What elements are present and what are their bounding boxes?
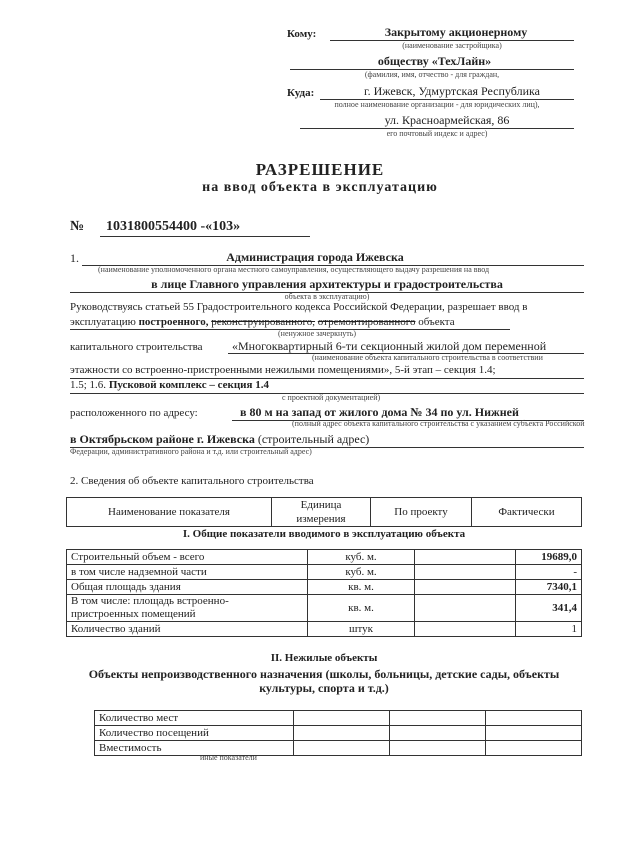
row-unit	[294, 726, 390, 741]
capital-label: капитального строительства	[70, 341, 203, 353]
row-name-line1: В том числе: площадь встроенно-	[71, 595, 229, 607]
part1-title: I. Общие показатели вводимого в эксплуатацию объекта	[182, 528, 466, 540]
header-indicator: Наименование показателя	[67, 498, 272, 527]
object-caption: (наименование объекта капитального строительства в соответствии	[312, 353, 543, 362]
object-name3-sections: 1.5; 1.6.	[70, 379, 107, 391]
object-name3	[70, 379, 269, 391]
non-residential-table	[94, 710, 582, 756]
row-actual: 19689,0	[516, 550, 582, 565]
number-rule	[100, 236, 310, 237]
kuda-label: Куда:	[287, 87, 315, 99]
header-unit: Единица измерения	[272, 498, 371, 527]
row-unit: кв. м.	[308, 595, 415, 622]
part2-title: II. Нежилые объекты	[270, 652, 378, 664]
row-name: Количество зданий	[67, 622, 308, 637]
row-name: Количество мест	[95, 711, 294, 726]
strike-caption: (ненужное зачеркнуть)	[278, 329, 357, 338]
header-actual: Фактически	[472, 498, 582, 527]
row-unit	[294, 741, 390, 756]
table-row	[95, 741, 582, 756]
start-complex: Пусковой комплекс – секция 1.4	[108, 379, 269, 391]
row-actual: 7340,1	[516, 580, 582, 595]
row-name: Строительный объем - всего	[67, 550, 308, 565]
row-project	[390, 726, 486, 741]
header-project: По проекту	[371, 498, 472, 527]
addressee-line3: г. Ижевск, Удмуртская Республика	[364, 84, 540, 98]
row-project	[390, 711, 486, 726]
repaired-option: отремонтированного	[317, 316, 416, 328]
table-row	[67, 580, 582, 595]
row-name: Вместимость	[95, 741, 294, 756]
row-name: Общая площадь здания	[67, 580, 308, 595]
table-row	[67, 622, 582, 637]
address-line2	[70, 432, 369, 447]
table-row	[67, 550, 582, 565]
row-project	[390, 741, 486, 756]
row-name	[67, 595, 308, 622]
row-actual: 1	[516, 622, 582, 637]
district: в Октябрьском районе г. Ижевска	[70, 432, 255, 446]
row-project	[415, 580, 516, 595]
table-row	[95, 711, 582, 726]
exploit-label: эксплуатацию	[70, 316, 136, 328]
row-project	[415, 565, 516, 580]
section1-number: 1.	[70, 251, 79, 265]
object-name: «Многоквартирный 6-ти секционный жилой дом переменной	[232, 339, 547, 353]
object-word: объекта	[418, 316, 455, 328]
reconstructed-option: реконструированного,	[211, 316, 316, 328]
addressee-caption2: (фамилия, имя, отчество - для граждан,	[364, 70, 500, 79]
addressee-caption4: его почтовый индекс и адрес)	[386, 129, 488, 138]
object-name2: этажности со встроенно-пристроенными нежилыми помещениями», 5-й этап – секция 1.4;	[70, 364, 496, 376]
row-unit: куб. м.	[308, 550, 415, 565]
row-actual: 341,4	[516, 595, 582, 622]
built-option: построенного,	[138, 316, 209, 328]
section2-title: 2. Сведения об объекте капитального строительства	[70, 475, 314, 487]
addressee-caption3: полное наименование организации - для юридических лиц),	[334, 100, 540, 109]
addressee-line4: ул. Красноармейская, 86	[384, 113, 510, 127]
row-project	[415, 595, 516, 622]
address-caption: (полный адрес объекта капитального строительства с указанием субъекта Российской	[292, 419, 585, 428]
part2-subtitle1: Объекты непроизводственного назначения (школы, больницы, детские сады, объекты	[88, 667, 560, 681]
located-label: расположенного по адресу:	[70, 407, 198, 419]
row-name: в том числе надземной части	[67, 565, 308, 580]
row-unit	[294, 711, 390, 726]
document-title: РАЗРЕШЕНИЕ	[255, 160, 385, 179]
exploitation-line	[70, 316, 455, 328]
table-row	[67, 595, 582, 622]
table-row	[95, 726, 582, 741]
authority-name: Администрация города Ижевска	[226, 250, 404, 264]
table-row	[67, 565, 582, 580]
row-unit: кв. м.	[308, 580, 415, 595]
construction-address-note: (строительный адрес)	[257, 432, 370, 446]
other-indicators-caption: иные показатели	[200, 753, 257, 762]
row-unit: штук	[308, 622, 415, 637]
part2-subtitle2: культуры, спорта и т.д.)	[259, 681, 389, 695]
object-address: в 80 м на запад от жилого дома № 34 по ул. Нижней	[240, 405, 519, 419]
document-subtitle: на ввод объекта в эксплуатацию	[202, 180, 438, 195]
row-name-line2: пристроенных помещений	[71, 608, 196, 620]
address-caption2: Федерации, административного района и т.д. или строительный адрес)	[70, 447, 312, 456]
row-project	[415, 550, 516, 565]
authority-line2: в лице Главного управления архитектуры и градостроительства	[151, 277, 503, 291]
row-project	[415, 622, 516, 637]
authority-caption: (наименование уполномоченного органа местного самоуправления, осуществляющего выдачу разрешения на ввод	[98, 265, 490, 274]
addressee-caption1: (наименование застройщика)	[402, 41, 502, 50]
indicators-header-table	[66, 497, 582, 527]
guided-text: Руководствуясь статьей 55 Градостроительного кодекса Российской Федерации, разрешает ввод в	[70, 301, 528, 313]
row-actual	[486, 711, 582, 726]
authority-caption2: объекта в эксплуатацию)	[284, 292, 370, 301]
addressee-line2: обществу «ТехЛайн»	[377, 54, 492, 68]
row-name: Количество посещений	[95, 726, 294, 741]
permit-number: 1031800554400 -«103»	[106, 219, 241, 234]
row-actual	[486, 741, 582, 756]
general-indicators-table	[66, 549, 582, 637]
row-actual	[486, 726, 582, 741]
komu-label: Кому:	[287, 28, 317, 40]
number-sign: №	[70, 219, 85, 234]
row-unit: куб. м.	[308, 565, 415, 580]
project-caption: с проектной документацией)	[282, 393, 381, 402]
addressee-line1: Закрытому акционерному	[384, 25, 528, 39]
row-actual: -	[516, 565, 582, 580]
